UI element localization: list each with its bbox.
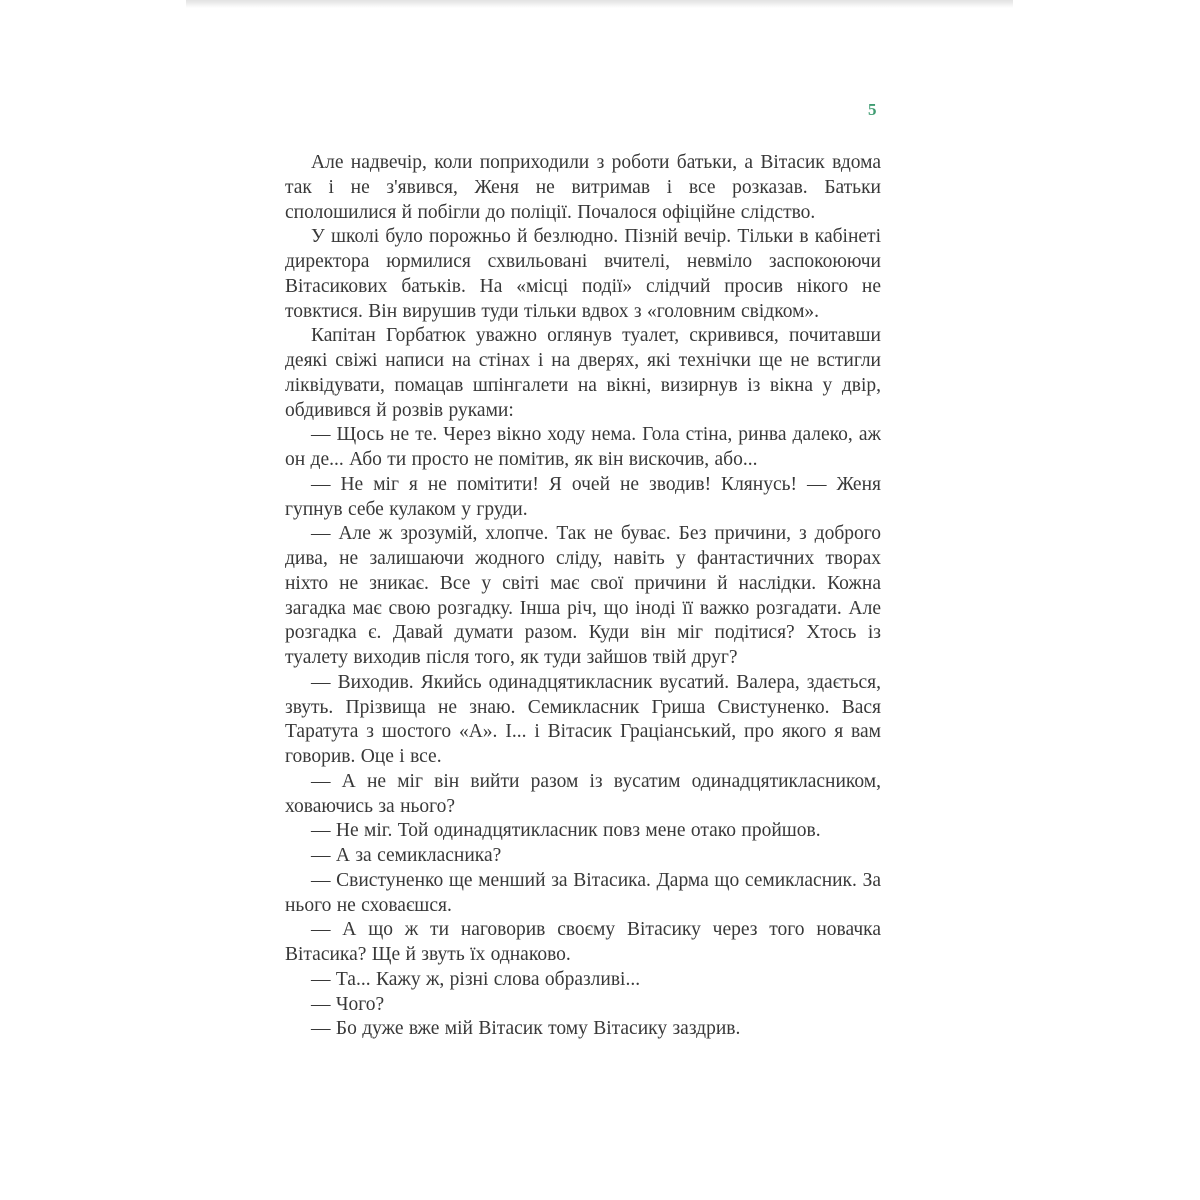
paragraph: — А що ж ти наговорив своєму Вітасику через того новачка Вітасика? Ще й звуть їх однаково. bbox=[285, 919, 881, 965]
page-number: 5 bbox=[868, 100, 877, 119]
paragraph: — Свистуненко ще менший за Вітасика. Дарма що семикласник. За нього не сховаєшся. bbox=[285, 869, 881, 916]
paragraph: — Бо дуже вже мій Вітасик тому Вітасику заздрив. bbox=[311, 1018, 741, 1040]
paragraph: — Щось не те. Через вікно ходу нема. Гола стіна, ринва далеко, аж он де... Або ти просто не помітив, як він вискочив, або... bbox=[285, 424, 881, 470]
paragraph: — Чого? bbox=[311, 993, 385, 1015]
body-text bbox=[285, 151, 881, 1042]
paragraph: — А за семикласника? bbox=[311, 845, 502, 866]
paragraph: — Та... Кажу ж, різні слова образливі... bbox=[311, 968, 641, 990]
paragraph: У школі було порожньо й безлюдно. Пізній вечір. Тільки в кабінеті директора юрмилися схвильовані вчителі, невміло заспокоюючи Вітасикових батьків. На «місці події» слідчий просив нікого не товктися. Він вирушив туди тільки вдвох з «головним свідком». bbox=[285, 226, 881, 322]
page-top-shadow bbox=[186, 0, 1013, 8]
paragraph: — Не міг. Той одинадцятикласник повз мене отако пройшов. bbox=[311, 820, 821, 842]
paragraph: — Не міг я не помітити! Я очей не зводив! Клянусь! — Женя гупнув себе кулаком у груди. bbox=[285, 473, 881, 520]
paragraph: Капітан Горбатюк уважно оглянув туалет, скривився, почитавши деякі свіжі написи на стінах і на дверях, які технічки ще не встигли ліквідувати, помацав шпінгалети на вікні, визирнув із вікна у двір, обдивився й розвів руками: bbox=[285, 325, 881, 421]
paragraph: — Виходив. Якийсь одинадцятикласник вусатий. Валера, здається, звуть. Прізвища не знаю. Семикласник Гриша Свистуненко. Вася Таратута з шостого «А». І... і Вітасик Граціанський, про якого я вам говорив. Оце і все. bbox=[285, 671, 881, 767]
paragraph: — Але ж зрозумій, хлопче. Так не буває. Без причини, з доброго дива, не залишаючи жодного сліду, навіть у фантастичних творах ніхто не зникає. Все у світі має свої причини й наслідки. Кожна загадка має свою розгадку. Інша річ, що іноді її важко розгадати. Але розгадка є. Давай думати разом. Куди він міг подітися? Хтось із туалету виходив після того, як туди зайшов твій друг? bbox=[285, 523, 881, 668]
paragraph: Але надвечір, коли поприходили з роботи батьки, а Вітасик вдома так і не з'явився, Женя не витримав і все розказав. Батьки сполошилися й побігли до поліції. Почалося офіційне слідство. bbox=[285, 152, 881, 223]
paragraph: — А не міг він вийти разом із вусатим одинадцятикласником, ховаючись за нього? bbox=[285, 770, 881, 817]
